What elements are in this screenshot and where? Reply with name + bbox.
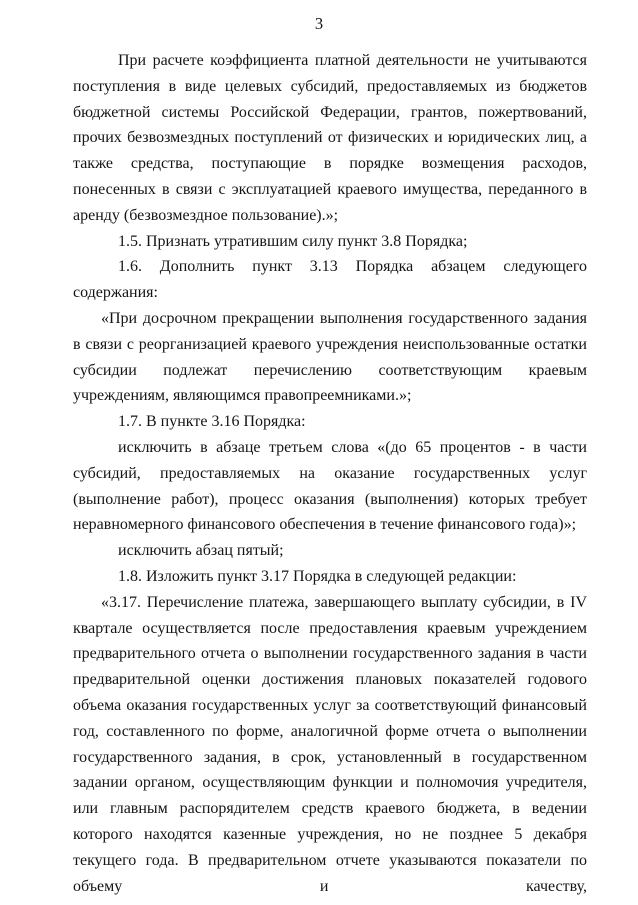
paragraph-exclude-words: исключить в абзаце третьем слова «(до 65 процентов - в части субсидий, предоставляемых на оказание государственных услуг (выполнение работ), процесс оказания (выполнения) которых требует неравномерного финансового обеспечения в течение финансового года)»; <box>73 438 587 534</box>
paragraph-item-1-8: 1.8. Изложить пункт 3.17 Порядка в следующей редакции: <box>118 567 517 585</box>
paragraph-item-1-7: 1.7. В пункте 3.16 Порядка: <box>118 413 306 431</box>
paragraph-exclude-fifth: исключить абзац пятый; <box>118 542 284 560</box>
document-body <box>73 48 587 899</box>
paragraph-paid-activity-coefficient: При расчете коэффициента платной деятельности не учитываются поступления в виде целевых субсидий, предоставляемых из бюджетов бюджетной системы Российской Федерации, грантов, пожертвований, прочих безвозмездных поступлений от физических и юридических лиц, а также средства, поступающие в порядке возмещения расходов, понесенных в связи с эксплуатацией краевого имущества, переданного в аренду (безвозмездное пользование).»; <box>73 52 587 224</box>
paragraph-quote-early-termination: «При досрочном прекращении выполнения государственного задания в связи с реорганизацией краевого учреждения неиспользованные остатки субсидии подлежат перечислению соответствующим краевым учреждениям, являющимся правопреемниками.»; <box>73 309 587 405</box>
page-number: 3 <box>314 14 324 33</box>
paragraph-item-1-6: 1.6. Дополнить пункт 3.13 Порядка абзацем следующего содержания: <box>73 258 587 302</box>
paragraph-item-1-5: 1.5. Признать утратившим силу пункт 3.8 Порядка; <box>118 232 468 250</box>
paragraph-quote-3-17: «3.17. Перечисление платежа, завершающего выплату субсидии, в IV квартале осуществляется после предоставления краевым учреждением предварительного отчета о выполнении государственного задания в части предварительной оценки достижения плановых показателей годового объема оказания государственных услуг за соответствующий финансовый год, составленного по форме, аналогичной форме отчета о выполнении государственного задания, в срок, установленный в государственном задании органом, осуществляющим функции и полномочия учредителя, или главным распорядителем средств краевого бюджета, в ведении которого находятся казенные учреждения, но не позднее 5 декабря текущего года. В предварительном отчете указываются показатели по объему и качеству, <box>73 593 587 895</box>
